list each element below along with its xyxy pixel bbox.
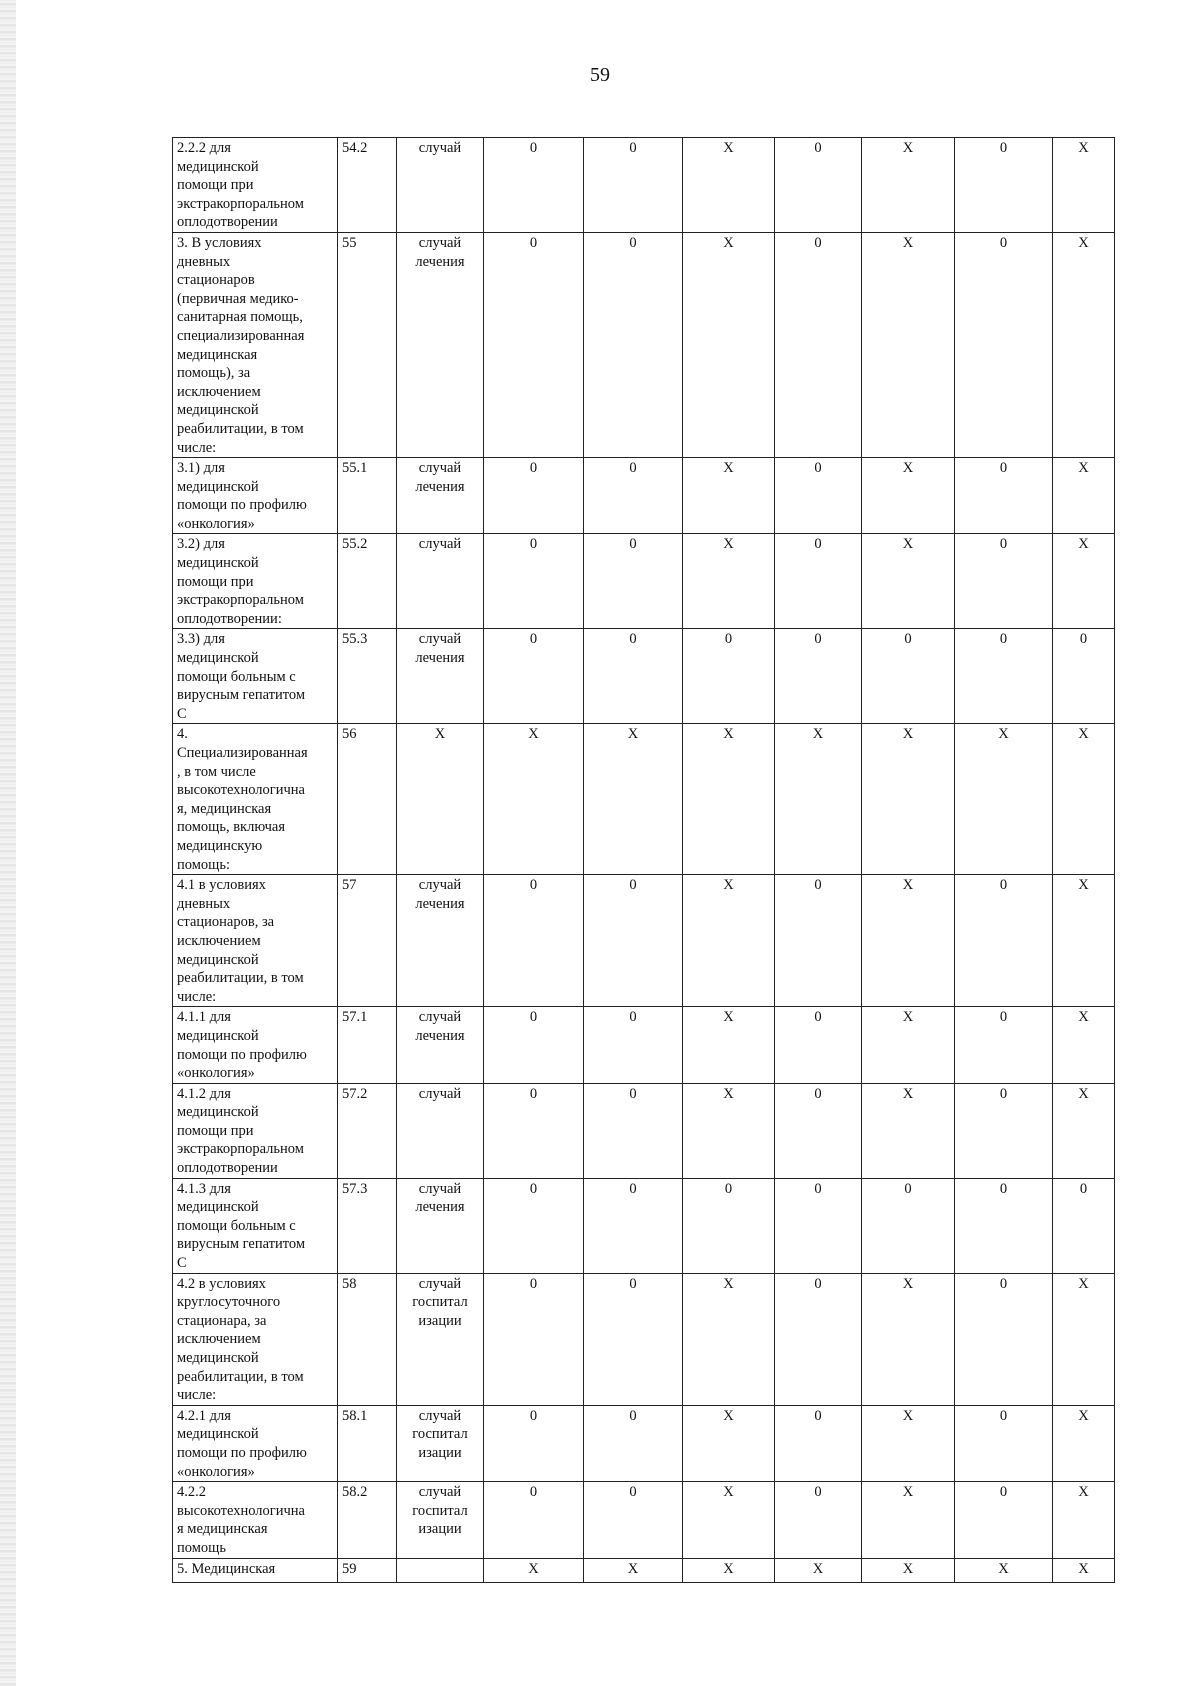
row-number-cell: 58.1 [338,1405,397,1481]
unit-cell [397,1558,484,1582]
value-cell: Х [862,138,955,233]
value-cell: Х [862,1007,955,1083]
value-cell: Х [683,875,775,1007]
value-cell: 0 [775,232,862,457]
table-body [173,138,1115,1583]
table-row [173,1007,1115,1083]
unit-cell: случай госпитал изации [397,1405,484,1481]
page-number: 59 [590,64,610,86]
table-row [173,232,1115,457]
unit-cell: случай лечения [397,1178,484,1273]
value-cell: 0 [1053,1178,1115,1273]
value-cell: 0 [955,1405,1053,1481]
table-row [173,1558,1115,1582]
table-row [173,1178,1115,1273]
value-cell: Х [1053,1558,1115,1582]
value-cell: 0 [584,1405,683,1481]
value-cell: Х [683,1007,775,1083]
value-cell: 0 [584,1482,683,1558]
table-row [173,458,1115,534]
value-cell: 0 [683,1178,775,1273]
value-cell: Х [1053,458,1115,534]
value-cell: 0 [484,629,584,724]
value-cell: 0 [484,458,584,534]
unit-cell: Х [397,724,484,875]
value-cell: 0 [775,138,862,233]
unit-cell: случай госпитал изации [397,1482,484,1558]
value-cell: 0 [484,875,584,1007]
value-cell: Х [775,1558,862,1582]
row-name-cell: 4. Специализированная , в том числе высокотехнологична я, медицинская помощь, включая медицинскую помощь: [173,724,338,875]
table-row [173,1273,1115,1405]
row-number-cell: 57 [338,875,397,1007]
table-row [173,875,1115,1007]
value-cell: 0 [775,629,862,724]
row-name-cell: 2.2.2 для медицинской помощи при экстракорпоральном оплодотворении [173,138,338,233]
table-row [173,1482,1115,1558]
value-cell: Х [683,232,775,457]
value-cell: 0 [775,1482,862,1558]
value-cell: Х [862,458,955,534]
row-number-cell: 57.2 [338,1083,397,1178]
value-cell: 0 [584,1178,683,1273]
value-cell: 0 [955,138,1053,233]
value-cell: 0 [584,629,683,724]
value-cell: 0 [683,629,775,724]
value-cell: 0 [775,1178,862,1273]
value-cell: 0 [484,1083,584,1178]
value-cell: 0 [775,1405,862,1481]
value-cell: 0 [484,1405,584,1481]
value-cell: Х [683,1405,775,1481]
value-cell: Х [484,1558,584,1582]
table-row [173,534,1115,629]
value-cell: Х [1053,724,1115,875]
value-cell: 0 [955,534,1053,629]
data-table [172,137,1115,1583]
row-number-cell: 57.3 [338,1178,397,1273]
value-cell: Х [683,1083,775,1178]
row-name-cell: 5. Медицинская [173,1558,338,1582]
row-number-cell: 55.2 [338,534,397,629]
value-cell: Х [683,1482,775,1558]
value-cell: Х [862,724,955,875]
value-cell: 0 [955,232,1053,457]
value-cell: 0 [955,458,1053,534]
value-cell: 0 [484,232,584,457]
unit-cell: случай лечения [397,232,484,457]
row-number-cell: 58.2 [338,1482,397,1558]
row-name-cell: 3. В условиях дневных стационаров (первичная медико- санитарная помощь, специализированная медицинская помощь), за исключением медицинской реабилитации, в том числе: [173,232,338,457]
row-number-cell: 55.1 [338,458,397,534]
row-name-cell: 4.1 в условиях дневных стационаров, за исключением медицинской реабилитации, в том числе: [173,875,338,1007]
value-cell: 0 [955,1273,1053,1405]
value-cell: 0 [862,629,955,724]
value-cell: Х [584,1558,683,1582]
value-cell: 0 [484,1273,584,1405]
value-cell: Х [1053,534,1115,629]
unit-cell: случай [397,1083,484,1178]
value-cell: Х [683,1273,775,1405]
unit-cell: случай госпитал изации [397,1273,484,1405]
value-cell: Х [1053,138,1115,233]
value-cell: 0 [955,1007,1053,1083]
value-cell: Х [683,1558,775,1582]
value-cell: 0 [775,458,862,534]
value-cell: 0 [955,629,1053,724]
table-row [173,1083,1115,1178]
value-cell: 0 [775,875,862,1007]
row-number-cell: 55.3 [338,629,397,724]
row-number-cell: 56 [338,724,397,875]
value-cell: 0 [584,138,683,233]
table-row [173,138,1115,233]
row-number-cell: 59 [338,1558,397,1582]
value-cell: 0 [484,1482,584,1558]
value-cell: Х [955,724,1053,875]
value-cell: Х [775,724,862,875]
value-cell: 0 [484,1178,584,1273]
value-cell: 0 [955,1178,1053,1273]
row-number-cell: 55 [338,232,397,457]
value-cell: Х [862,1273,955,1405]
value-cell: Х [862,1482,955,1558]
unit-cell: случай [397,138,484,233]
value-cell: Х [862,1083,955,1178]
value-cell: Х [1053,875,1115,1007]
unit-cell: случай лечения [397,629,484,724]
value-cell: 0 [584,458,683,534]
value-cell: Х [1053,1083,1115,1178]
row-name-cell: 3.1) для медицинской помощи по профилю «онкология» [173,458,338,534]
value-cell: 0 [584,1007,683,1083]
value-cell: 0 [584,1273,683,1405]
value-cell: Х [862,1405,955,1481]
table-row [173,724,1115,875]
value-cell: Х [862,232,955,457]
value-cell: Х [584,724,683,875]
value-cell: 0 [775,534,862,629]
unit-cell: случай лечения [397,875,484,1007]
row-name-cell: 4.2.2 высокотехнологична я медицинская помощь [173,1482,338,1558]
value-cell: Х [1053,1405,1115,1481]
unit-cell: случай лечения [397,1007,484,1083]
value-cell: 0 [484,138,584,233]
value-cell: Х [955,1558,1053,1582]
value-cell: 0 [1053,629,1115,724]
scan-edge-artifact [0,0,16,1686]
value-cell: 0 [775,1273,862,1405]
row-name-cell: 3.3) для медицинской помощи больным с вирусным гепатитом С [173,629,338,724]
value-cell: 0 [584,1083,683,1178]
row-name-cell: 4.1.3 для медицинской помощи больным с вирусным гепатитом С [173,1178,338,1273]
value-cell: Х [683,724,775,875]
unit-cell: случай лечения [397,458,484,534]
value-cell: Х [484,724,584,875]
value-cell: Х [683,138,775,233]
row-name-cell: 4.2 в условиях круглосуточного стационара, за исключением медицинской реабилитации, в том числе: [173,1273,338,1405]
row-name-cell: 4.1.1 для медицинской помощи по профилю «онкология» [173,1007,338,1083]
value-cell: Х [862,1558,955,1582]
value-cell: Х [1053,1273,1115,1405]
value-cell: Х [1053,1007,1115,1083]
value-cell: 0 [955,1482,1053,1558]
value-cell: 0 [862,1178,955,1273]
row-number-cell: 58 [338,1273,397,1405]
value-cell: Х [1053,232,1115,457]
value-cell: Х [862,534,955,629]
value-cell: 0 [955,1083,1053,1178]
unit-cell: случай [397,534,484,629]
value-cell: Х [683,458,775,534]
row-number-cell: 57.1 [338,1007,397,1083]
value-cell: 0 [584,534,683,629]
row-name-cell: 3.2) для медицинской помощи при экстракорпоральном оплодотворении: [173,534,338,629]
value-cell: Х [862,875,955,1007]
row-number-cell: 54.2 [338,138,397,233]
value-cell: 0 [955,875,1053,1007]
value-cell: 0 [775,1007,862,1083]
table-row [173,1405,1115,1481]
value-cell: Х [1053,1482,1115,1558]
row-name-cell: 4.2.1 для медицинской помощи по профилю «онкология» [173,1405,338,1481]
row-name-cell: 4.1.2 для медицинской помощи при экстракорпоральном оплодотворении [173,1083,338,1178]
value-cell: 0 [584,875,683,1007]
value-cell: 0 [484,1007,584,1083]
value-cell: Х [683,534,775,629]
value-cell: 0 [584,232,683,457]
table-row [173,629,1115,724]
value-cell: 0 [775,1083,862,1178]
value-cell: 0 [484,534,584,629]
